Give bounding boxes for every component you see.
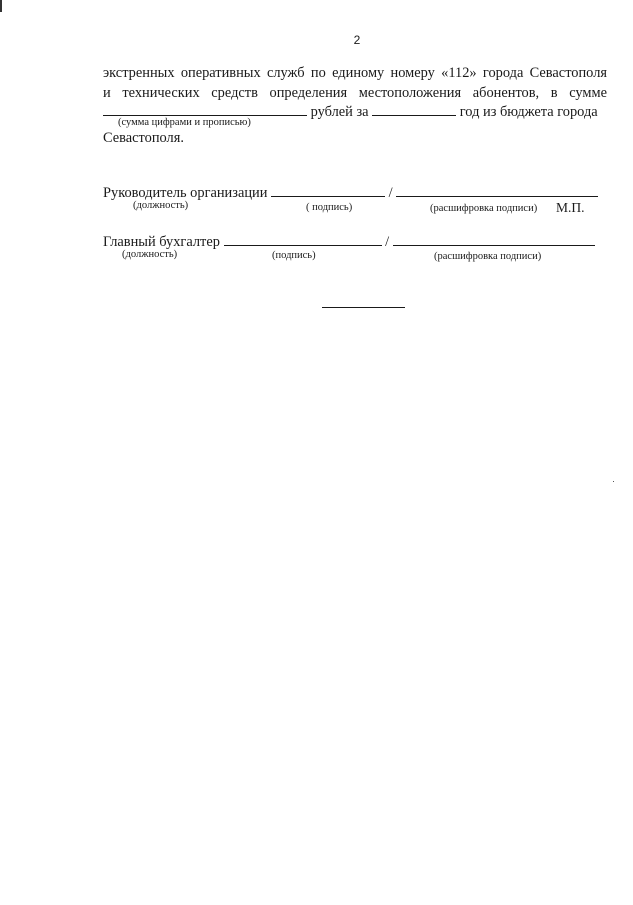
sum-caption: (сумма цифрами и прописью) bbox=[118, 117, 251, 128]
head-signature-blank bbox=[271, 182, 385, 197]
accountant-position-caption: (должность) bbox=[122, 249, 178, 260]
paragraph-line-4: Севастополя. bbox=[103, 130, 184, 146]
seal-mark: М.П. bbox=[556, 200, 585, 215]
accountant-decoding-blank bbox=[393, 231, 595, 246]
accountant-decoding-caption: (расшифровка подписи) bbox=[434, 251, 542, 262]
rubles-label: рублей за bbox=[310, 104, 369, 120]
accountant-signature-blank bbox=[224, 231, 382, 246]
head-signature-line bbox=[103, 182, 607, 202]
accountant-signature-line bbox=[103, 231, 607, 251]
head-signature-caption: ( подпись) bbox=[306, 202, 353, 213]
scan-edge-mark bbox=[0, 0, 2, 12]
head-decoding-caption: (расшифровка подписи) bbox=[430, 203, 538, 214]
scan-speck bbox=[613, 481, 614, 482]
accountant-signature-caption: (подпись) bbox=[272, 250, 316, 261]
sum-blank bbox=[103, 101, 307, 116]
paragraph-line-2: и технических средств определения местоположения абонентов, в сумме bbox=[103, 85, 607, 101]
accountant-title: Главный бухгалтер bbox=[103, 234, 220, 250]
accountant-slash: / bbox=[385, 234, 390, 250]
end-of-document-rule bbox=[322, 307, 405, 308]
page-number: 2 bbox=[353, 33, 361, 47]
year-blank bbox=[372, 101, 456, 116]
head-slash: / bbox=[388, 185, 393, 201]
year-label: год из бюджета города bbox=[459, 104, 598, 120]
head-decoding-blank bbox=[396, 182, 598, 197]
head-position-caption: (должность) bbox=[133, 200, 189, 211]
head-title: Руководитель организации bbox=[103, 185, 268, 201]
paragraph-line-1: экстренных оперативных служб по единому номеру «112» города Севастополя bbox=[103, 65, 607, 81]
